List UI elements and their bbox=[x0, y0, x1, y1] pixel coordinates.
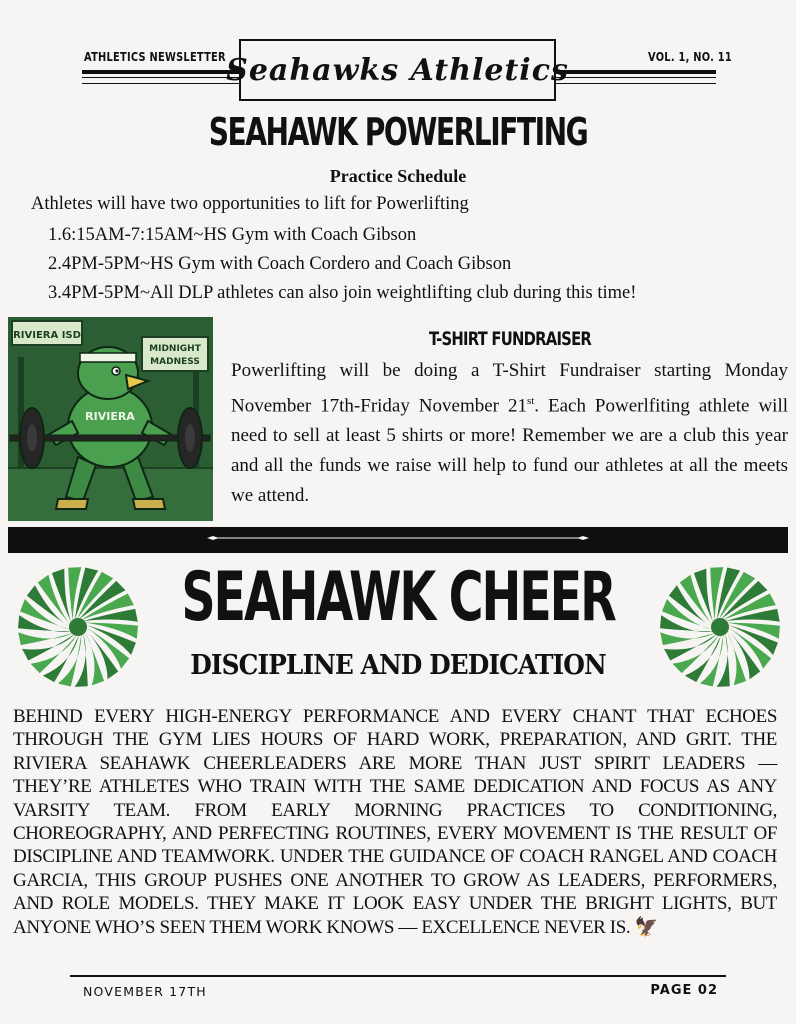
sign-riviera-isd: RIVIERA ISD bbox=[13, 330, 81, 341]
cheer-subheading: DISCIPLINE AND DEDICATION bbox=[190, 650, 606, 681]
practice-intro: Athletes will have two opportunities to lift for Powerlifting bbox=[31, 194, 469, 214]
schedule-item bbox=[48, 281, 636, 310]
sign-madness: MADNESS bbox=[150, 357, 200, 367]
tshirt-fundraiser-text bbox=[231, 356, 788, 511]
cheer-article-body bbox=[13, 705, 777, 939]
powerlifting-headline: SEAHAWK POWERLIFTING bbox=[208, 110, 588, 154]
cheer-headline: SEAHAWK CHEER bbox=[181, 558, 615, 637]
pom-center bbox=[711, 618, 729, 636]
tshirt-text-part1: Powerlifting will be doing a T-Shirt Fundraiser starting Monday November 17th-Friday November 21 bbox=[231, 360, 788, 417]
footer-date: NOVEMBER 17TH bbox=[83, 984, 207, 999]
tshirt-fundraiser-heading: T-SHIRT FUNDRAISER bbox=[428, 328, 592, 350]
section-divider bbox=[8, 527, 788, 553]
cheer-body-text: BEHIND EVERY HIGH-ENERGY PERFORMANCE AND EVERY CHANT THAT ECHOES THROUGH THE GYM LIES HOURS OF HARD WORK, PREPARATION, AND GRIT. THE RIVIERA SEAHAWK CHEERLEADERS ARE MORE THAN JUST SPIRIT LEADERS — THEY’RE ATHLETES WHO TRAIN WITH THE SAME DEDICATION AND FOCUS AS ANY VARSITY TEAM. FROM EARLY MORNING PRACTICES TO CONDITIONING, CHOREOGRAPHY, AND PERFECTING ROUTINES, EVERY MOVEMENT IS THE RESULT OF DISCIPLINE AND TEAMWORK. UNDER THE GUIDANCE OF COACH RANGEL AND COACH GARCIA, THIS GROUP PUSHES ONE ANOTHER TO GROW AS LEADERS, PERFORMERS, AND ROLE MODELS. THEY MAKE IT LOOK EASY UNDER THE BRIGHT LIGHTS, BUT ANYONE WHO’S SEEN THEM WORK KNOWS — EXCELLENCE NEVER IS. bbox=[13, 706, 777, 938]
schedule-item bbox=[48, 223, 636, 252]
footer-rule bbox=[70, 975, 726, 977]
seahawk-lifting-illustration bbox=[8, 317, 213, 521]
issue-number: VOL. 1, NO. 11 bbox=[648, 50, 732, 64]
newsletter-label: ATHLETICS NEWSLETTER bbox=[84, 50, 226, 64]
schedule-num: 3. bbox=[48, 283, 62, 303]
tshirt-superscript: st bbox=[526, 395, 535, 407]
sign-midnight: MIDNIGHT bbox=[149, 344, 201, 354]
schedule-text: 4PM-5PM~All DLP athletes can also join weightlifting club during this time! bbox=[61, 283, 637, 303]
footer-page-number: PAGE 02 bbox=[650, 983, 718, 998]
schedule-text: 6:15AM-7:15AM~HS Gym with Coach Gibson bbox=[61, 225, 417, 245]
divider-ornament bbox=[8, 536, 788, 540]
schedule-num: 1. bbox=[48, 225, 62, 245]
pom-center bbox=[69, 618, 87, 636]
shirt-riviera: RIVIERA bbox=[85, 410, 135, 423]
pom-strand bbox=[18, 632, 73, 645]
tshirt-text-part2: . Each Powerlfiting athlete will need to sell at least 5 shirts or more! Remember we are a club this year and all the funds we raise will help to fund our athletes at all the meets we attend. bbox=[231, 395, 788, 507]
practice-schedule-heading: Practice Schedule bbox=[329, 166, 467, 186]
schedule-num: 2. bbox=[48, 254, 62, 274]
seahawk-illustration-svg bbox=[8, 317, 213, 521]
schedule-text: 4PM-5PM~HS Gym with Coach Cordero and Coach Gibson bbox=[61, 254, 512, 274]
eagle-icon: 🦅 bbox=[634, 916, 658, 938]
masthead-title: Seahawks Athletics bbox=[226, 52, 569, 88]
schedule-list bbox=[48, 223, 636, 310]
schedule-item bbox=[48, 252, 636, 281]
masthead-title-box bbox=[226, 39, 569, 101]
